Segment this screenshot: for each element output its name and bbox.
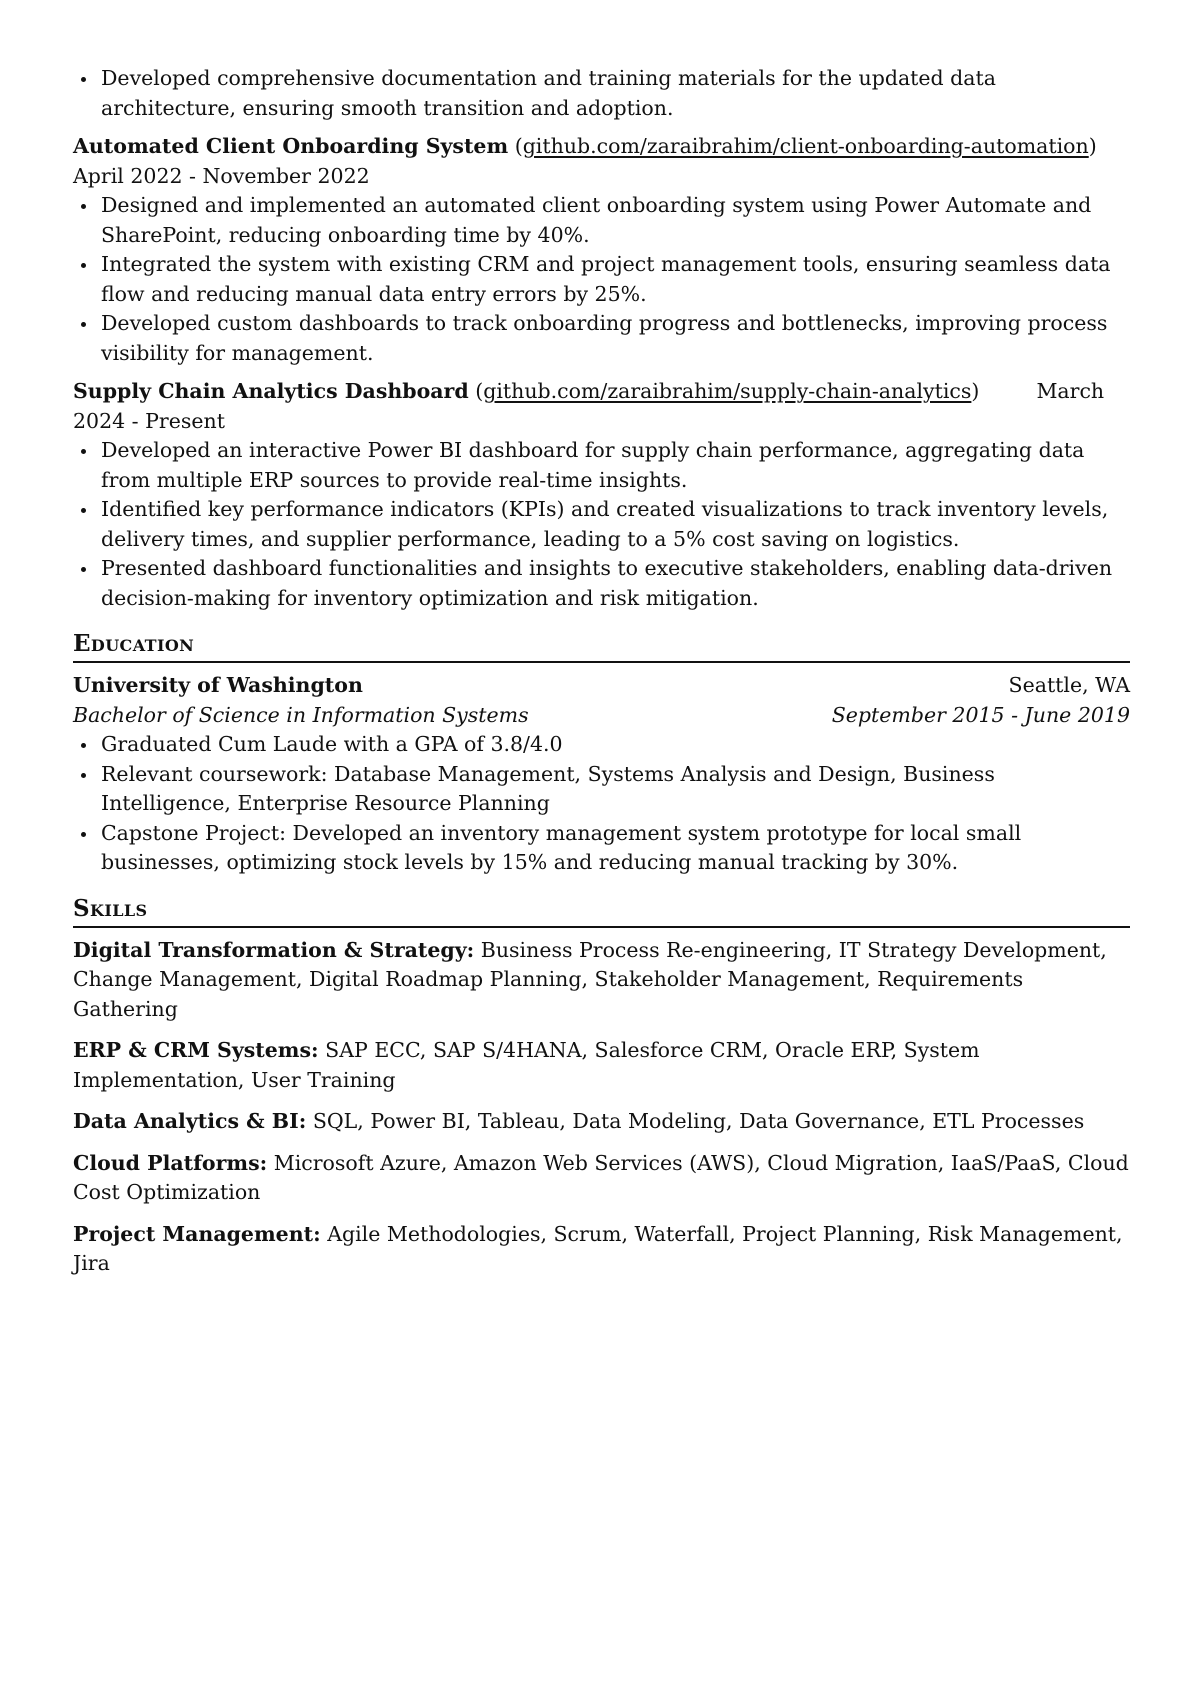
list-item: Identified key performance indicators (KPIs) and created visualizations to track inventory levels, delivery times, and supplier performance, leading to a 5% cost saving on logistics. bbox=[73, 495, 1130, 554]
skill-value: Agile Methodologies, Scrum, Waterfall, Project Planning, Risk Management, Jira bbox=[73, 1221, 1123, 1275]
school-name: University of Washington bbox=[73, 673, 363, 697]
resume-page bbox=[73, 64, 1130, 1291]
skill-row bbox=[73, 1220, 1130, 1279]
education-section bbox=[73, 629, 1130, 878]
project-link[interactable]: github.com/zaraibrahim/client-onboarding-automation bbox=[522, 134, 1089, 158]
skill-row bbox=[73, 936, 1130, 1025]
skill-label: Data Analytics & BI: bbox=[73, 1109, 307, 1133]
skill-row bbox=[73, 1149, 1130, 1208]
education-bullets bbox=[73, 730, 1130, 878]
list-item: Presented dashboard functionalities and insights to executive stakeholders, enabling data-driven decision-making for inventory optimization and risk mitigation. bbox=[73, 554, 1130, 613]
section-title-education: Education bbox=[73, 629, 1130, 663]
degree: Bachelor of Science in Information Systems bbox=[73, 702, 529, 727]
project-bullets bbox=[73, 436, 1130, 613]
education-degree-row bbox=[73, 701, 1130, 731]
education-header-row bbox=[73, 671, 1130, 701]
skill-row bbox=[73, 1107, 1130, 1137]
skill-value: Business Process Re-engineering, IT Strategy Development, Change Management, Digital Roadmap Planning, Stakeholder Management, Requirements Gathering bbox=[73, 937, 1107, 1021]
project-bullets bbox=[73, 191, 1130, 368]
skill-label: ERP & CRM Systems: bbox=[73, 1038, 319, 1062]
skill-label: Project Management: bbox=[73, 1221, 321, 1246]
skill-label: Digital Transformation & Strategy: bbox=[73, 937, 475, 962]
list-item: Developed an interactive Power BI dashboard for supply chain performance, aggregating data from multiple ERP sources to provide real-time insights. bbox=[73, 436, 1130, 495]
project-link[interactable]: github.com/zaraibrahim/supply-chain-analytics bbox=[483, 379, 972, 403]
project-dates: March 2024 - Present bbox=[73, 379, 1105, 433]
list-item: Capstone Project: Developed an inventory management system prototype for local small businesses, optimizing stock levels by 15% and reducing manual tracking by 30%. bbox=[73, 819, 1130, 878]
list-item: Developed custom dashboards to track onboarding progress and bottlenecks, improving process visibility for management. bbox=[73, 309, 1130, 368]
list-item: Relevant coursework: Database Management, Systems Analysis and Design, Business Intelligence, Enterprise Resource Planning bbox=[73, 760, 1130, 819]
project-name: Automated Client Onboarding System bbox=[73, 134, 509, 158]
experience-bullets-continued bbox=[73, 64, 1130, 123]
skill-row bbox=[73, 1036, 1130, 1095]
list-item: Designed and implemented an automated client onboarding system using Power Automate and SharePoint, reducing onboarding time by 40%. bbox=[73, 191, 1130, 250]
skills-section bbox=[73, 894, 1130, 1279]
project-name: Supply Chain Analytics Dashboard bbox=[73, 379, 469, 403]
list-item: Graduated Cum Laude with a GPA of 3.8/4.0 bbox=[73, 730, 1130, 760]
skill-label: Cloud Platforms: bbox=[73, 1150, 268, 1175]
project-dates: April 2022 - November 2022 bbox=[73, 163, 370, 188]
project-entry-supply-chain: Supply Chain Analytics Dashboard (github.com/zaraibrahim/supply-chain-analytics) March 2024 - Present bbox=[73, 379, 1105, 433]
skill-value: SQL, Power BI, Tableau, Data Modeling, Data Governance, ETL Processes bbox=[312, 1109, 1085, 1133]
list-item: Integrated the system with existing CRM and project management tools, ensuring seamless data flow and reducing manual data entry errors by 25%. bbox=[73, 250, 1130, 309]
school-location: Seattle, WA bbox=[1008, 673, 1130, 697]
section-title-skills: Skills bbox=[73, 894, 1130, 928]
project-entry-client-onboarding: Automated Client Onboarding System (github.com/zaraibrahim/client-onboarding-automation) April 2022 - November 2022 bbox=[73, 134, 1104, 188]
skill-value: Microsoft Azure, Amazon Web Services (AWS), Cloud Migration, IaaS/PaaS, Cloud Cost Optimization bbox=[73, 1150, 1129, 1204]
education-dates: September 2015 - June 2019 bbox=[831, 702, 1130, 727]
list-item: Developed comprehensive documentation and training materials for the updated data architecture, ensuring smooth transition and adoption. bbox=[73, 64, 1130, 123]
skill-value: SAP ECC, SAP S/4HANA, Salesforce CRM, Oracle ERP, System Implementation, User Training bbox=[73, 1038, 980, 1092]
